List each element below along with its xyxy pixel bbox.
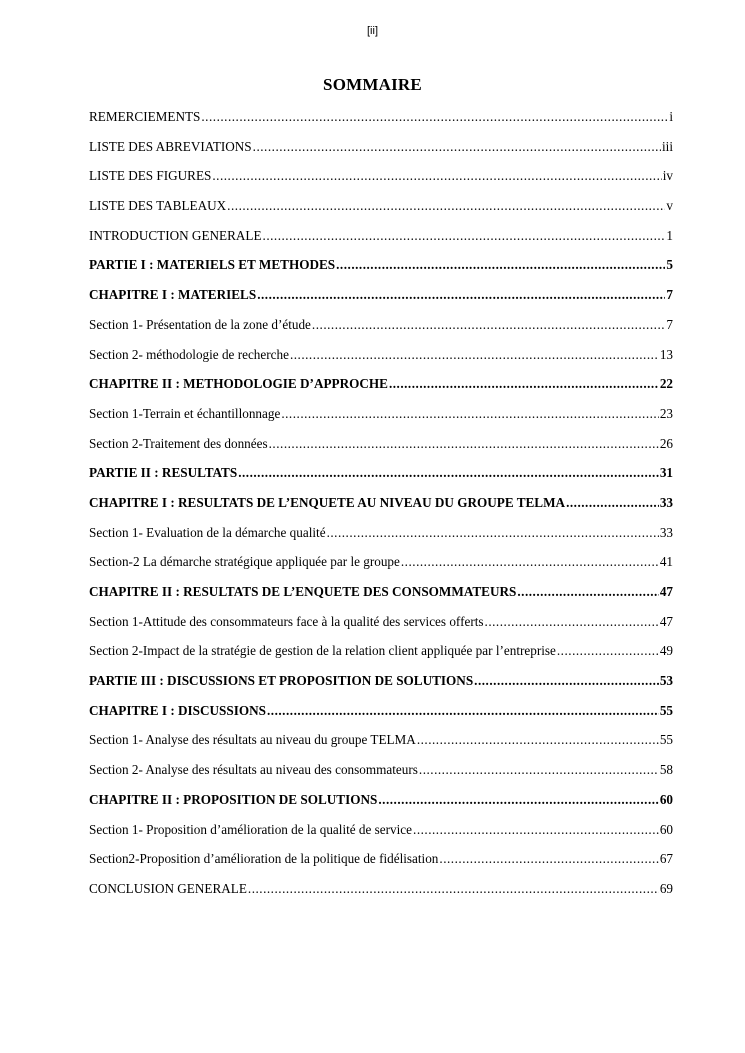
toc-entry[interactable] <box>89 132 673 162</box>
toc-entry-page: 49 <box>659 643 673 659</box>
dot-leader <box>248 874 659 904</box>
dot-leader <box>253 132 661 162</box>
dot-leader <box>201 102 668 132</box>
toc-entry-page: 47 <box>659 584 673 599</box>
toc-entry[interactable] <box>89 102 673 132</box>
toc-entry[interactable] <box>89 340 673 370</box>
toc-entry[interactable] <box>89 725 673 755</box>
toc-entry[interactable] <box>89 310 673 340</box>
dot-leader <box>336 250 665 280</box>
toc-entry-page: 33 <box>659 494 673 510</box>
toc-entry-label: Section 1- Evaluation de la démarche qualité <box>89 524 326 540</box>
toc-entry-page: 31 <box>659 465 673 481</box>
dot-leader <box>257 280 665 310</box>
toc-entry-page: v <box>666 198 673 214</box>
toc-entry-page: 22 <box>659 376 673 392</box>
toc-entry-label: Section 2-Impact de la stratégie de gestion de la relation client appliquée par l’entreprise <box>89 643 556 659</box>
dot-leader <box>212 161 661 191</box>
toc-entry[interactable] <box>89 518 673 548</box>
toc-entry-page: 69 <box>659 880 673 896</box>
dot-leader <box>227 191 665 221</box>
toc-entry-label: REMERCIEMENTS <box>89 109 201 124</box>
dot-leader <box>419 755 659 785</box>
toc-entry-label: CONCLUSION GENERALE <box>89 880 247 896</box>
toc-entry[interactable] <box>89 458 673 488</box>
toc-entry-page: 7 <box>666 287 673 303</box>
toc-entry[interactable] <box>89 636 673 666</box>
table-of-contents <box>89 102 673 904</box>
toc-entry[interactable] <box>89 280 673 310</box>
toc-entry-label: LISTE DES TABLEAUX <box>89 198 227 214</box>
toc-entry-label: LISTE DES FIGURES <box>89 168 212 184</box>
toc-entry-label: CHAPITRE I : DISCUSSIONS <box>89 702 266 718</box>
toc-entry-label: CHAPITRE II : RESULTATS DE L’ENQUETE DES CONSOMMATEURS <box>89 584 517 599</box>
dot-leader <box>327 518 659 548</box>
toc-entry-label: Section 1- Présentation de la zone d’étude <box>89 316 311 332</box>
toc-entry[interactable] <box>89 221 673 251</box>
toc-entry-page: 5 <box>666 257 673 273</box>
dot-leader <box>474 666 659 696</box>
toc-entry-label: Section 1-Terrain et échantillonnage <box>89 405 281 421</box>
toc-entry-label: CHAPITRE I : RESULTATS DE L’ENQUETE AU NIVEAU DU GROUPE TELMA <box>89 494 566 510</box>
toc-entry[interactable] <box>89 547 673 577</box>
toc-entry-page: i <box>669 109 673 124</box>
toc-entry-label: PARTIE III : DISCUSSIONS ET PROPOSITION DE SOLUTIONS <box>89 673 474 689</box>
toc-entry-page: 23 <box>659 405 673 421</box>
toc-entry[interactable] <box>89 369 673 399</box>
toc-entry-label: PARTIE I : MATERIELS ET METHODES <box>89 257 336 273</box>
toc-entry-label: Section-2 La démarche stratégique appliquée par le groupe <box>89 554 400 570</box>
dot-leader <box>238 458 659 488</box>
toc-entry-label: Section 1-Attitude des consommateurs face à la qualité des services offerts <box>89 613 484 629</box>
toc-entry[interactable] <box>89 696 673 726</box>
toc-entry-label: INTRODUCTION GENERALE <box>89 227 262 243</box>
dot-leader <box>557 636 659 666</box>
dot-leader <box>281 399 658 429</box>
toc-entry-label: Section 1- Proposition d’amélioration de la qualité de service <box>89 821 413 837</box>
toc-entry-label: Section 2-Traitement des données <box>89 435 268 451</box>
dot-leader <box>566 488 659 518</box>
toc-entry[interactable] <box>89 488 673 518</box>
toc-entry[interactable] <box>89 815 673 845</box>
toc-entry-page: 13 <box>659 346 673 362</box>
toc-entry[interactable] <box>89 785 673 815</box>
dot-leader <box>413 815 659 845</box>
toc-entry-page: 58 <box>659 762 673 778</box>
toc-entry-page: 47 <box>659 613 673 629</box>
dot-leader <box>517 577 658 607</box>
toc-entry-page: 1 <box>666 227 673 243</box>
toc-entry-label: CHAPITRE II : METHODOLOGIE D’APPROCHE <box>89 376 388 392</box>
toc-entry-label: Section 2- méthodologie de recherche <box>89 346 289 362</box>
toc-entry-label: Section 1- Analyse des résultats au niveau du groupe TELMA <box>89 732 416 748</box>
toc-entry-page: 60 <box>659 791 673 807</box>
toc-entry[interactable] <box>89 429 673 459</box>
dot-leader <box>267 696 659 726</box>
toc-entry-page: 33 <box>659 524 673 540</box>
dot-leader <box>401 547 659 577</box>
dot-leader <box>378 785 658 815</box>
toc-entry[interactable] <box>89 755 673 785</box>
toc-entry[interactable] <box>89 399 673 429</box>
toc-entry-page: 41 <box>659 554 673 570</box>
toc-entry[interactable] <box>89 577 673 607</box>
dot-leader <box>485 607 659 637</box>
toc-entry-label: CHAPITRE II : PROPOSITION DE SOLUTIONS <box>89 791 378 807</box>
toc-entry-page: iii <box>662 138 673 154</box>
toc-entry-page: 67 <box>659 851 673 867</box>
toc-entry[interactable] <box>89 874 673 904</box>
toc-entry-label: PARTIE II : RESULTATS <box>89 465 238 481</box>
dot-leader <box>439 844 658 874</box>
toc-entry-label: LISTE DES ABREVIATIONS <box>89 138 252 154</box>
toc-entry-label: Section 2- Analyse des résultats au niveau des consommateurs <box>89 762 418 778</box>
page-title: SOMMAIRE <box>323 75 422 94</box>
toc-entry-page: 7 <box>666 316 673 332</box>
toc-entry-label: Section2-Proposition d’amélioration de la politique de fidélisation <box>89 851 439 867</box>
toc-entry[interactable] <box>89 607 673 637</box>
dot-leader <box>417 725 659 755</box>
toc-entry-label: CHAPITRE I : MATERIELS <box>89 287 257 303</box>
toc-entry[interactable] <box>89 161 673 191</box>
dot-leader <box>269 429 659 459</box>
toc-entry[interactable] <box>89 666 673 696</box>
dot-leader <box>312 310 665 340</box>
toc-entry-page: 55 <box>659 702 673 718</box>
dot-leader <box>389 369 659 399</box>
toc-entry-page: iv <box>662 168 673 184</box>
toc-entry[interactable] <box>89 844 673 874</box>
toc-entry-page: 53 <box>659 673 673 689</box>
toc-entry[interactable] <box>89 250 673 280</box>
toc-entry[interactable] <box>89 191 673 221</box>
toc-entry-page: 26 <box>659 435 673 451</box>
page-number: [ii] <box>367 25 378 37</box>
toc-entry-page: 55 <box>659 732 673 748</box>
toc-entry-page: 60 <box>659 821 673 837</box>
dot-leader <box>263 221 666 251</box>
dot-leader <box>290 340 659 370</box>
